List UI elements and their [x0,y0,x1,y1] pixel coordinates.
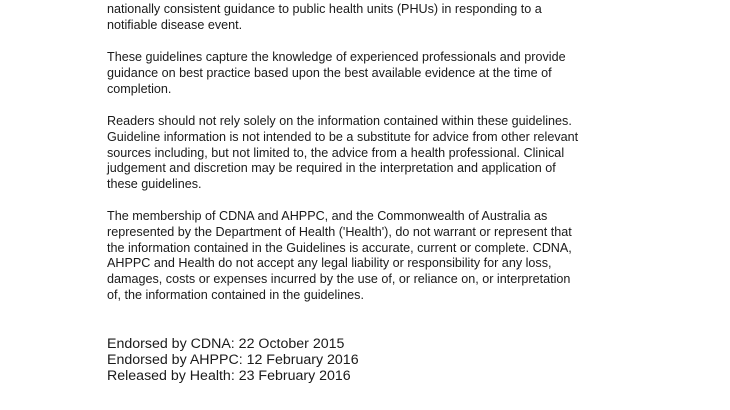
text-line: notifiable disease event. [107,17,243,32]
text-line: sources including, but not limited to, the advice from a health professional. Clinical [107,145,565,160]
text-line: guidance on best practice based upon the best available evidence at the time of [107,65,552,80]
paragraph-readers [107,114,578,193]
text-line: damages, costs or expenses incurred by the use of, or reliance on, or interpretation [107,272,571,287]
endorsement-ahppc: Endorsed by AHPPC: 12 February 2016 [107,352,359,368]
text-line: These guidelines capture the knowledge of experienced professionals and provide [107,50,566,64]
text-line: of, the information contained in the guidelines. [107,287,364,302]
text-line: the information contained in the Guidelines is accurate, current or complete. CDNA, [107,240,572,255]
paragraph-purpose [107,2,542,34]
text-line: The membership of CDNA and AHPPC, and the Commonwealth of Australia as [107,209,548,223]
text-line: represented by the Department of Health ('Health'), do not warrant or represent that [107,224,572,239]
text-line: these guidelines. [107,177,202,192]
endorsement-block [107,336,359,384]
release-health: Released by Health: 23 February 2016 [107,368,351,384]
text-line: nationally consistent guidance to public health units (PHUs) in responding to a [107,2,542,16]
text-line: Guideline information is not intended to be a substitute for advice from other relevant [107,129,579,144]
paragraph-disclaimer [107,209,572,304]
paragraph-knowledge [107,50,566,97]
endorsement-cdna: Endorsed by CDNA: 22 October 2015 [107,336,345,352]
text-line: completion. [107,81,172,96]
text-line: judgement and discretion may be required in the interpretation and application of [107,161,556,176]
text-line: Readers should not rely solely on the information contained within these guidelines. [107,114,572,128]
text-line: AHPPC and Health do not accept any legal liability or responsibility for any loss, [107,256,552,271]
